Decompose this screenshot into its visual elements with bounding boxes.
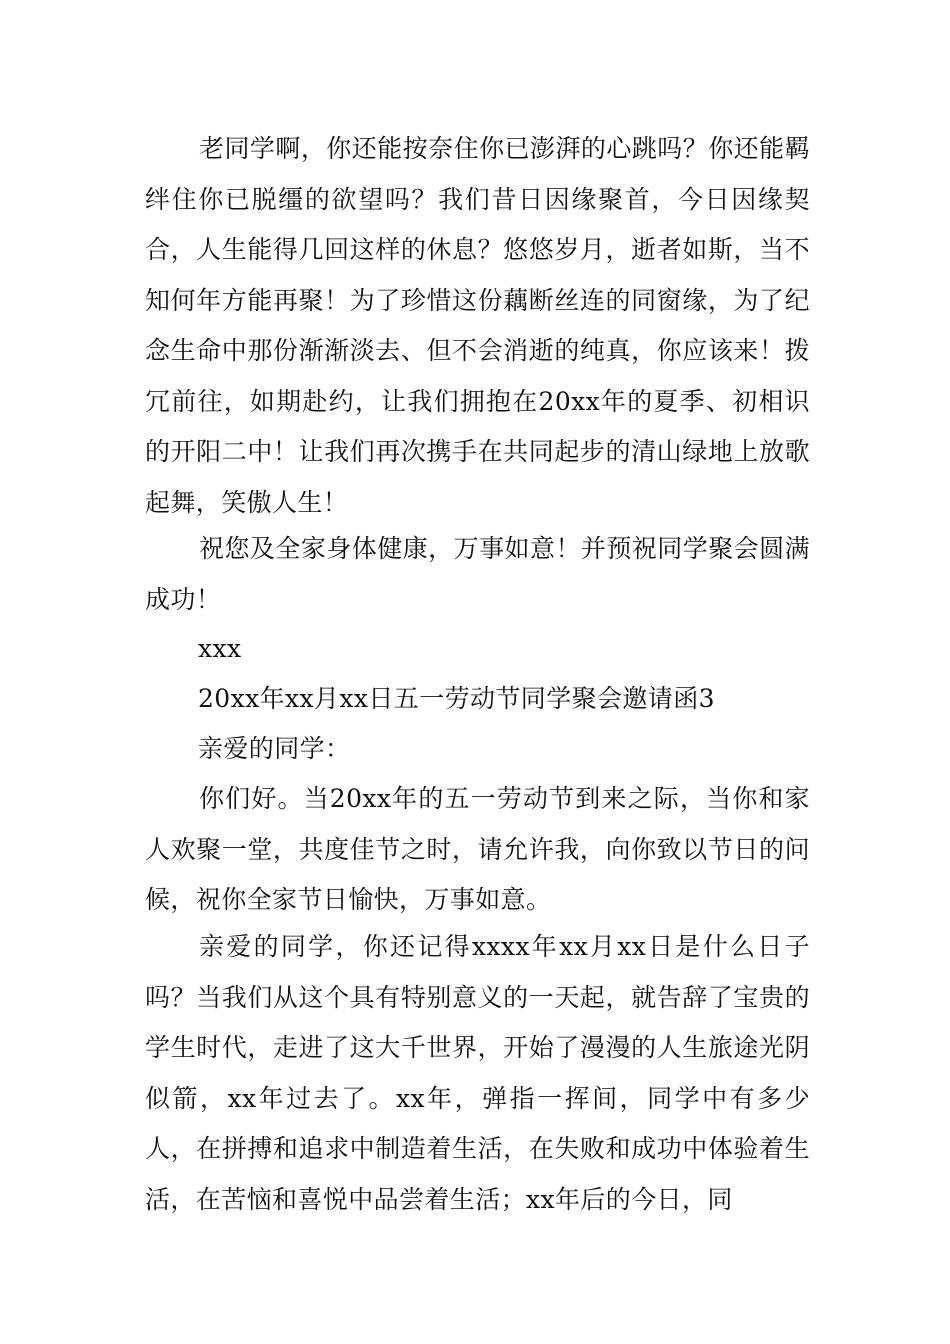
salutation: 亲爱的同学： [198,734,351,763]
paragraph-blessing: 祝您及全家身体健康，万事如意！并预祝同学聚会圆满成功！ [145,534,810,614]
paragraph-greeting: 你们好。当20xx年的五一劳动节到来之际，当你和家人欢聚一堂，共度佳节之时，请允许我，向你致以节日的问候，祝你全家节日愉快，万事如意。 [145,784,810,914]
paragraph-memory: 亲爱的同学，你还记得xxxx年xx月xx日是什么日子吗？当我们从这个具有特别意义的一天起，就告辞了宝贵的学生时代，走进了这大千世界，开始了漫漫的人生旅途光阴似箭，xx年过去了。xx年，弹指一挥间，同学中有多少人，在拼搏和追求中制造着生活，在失败和成功中体验着生活，在苦恼和喜悦中品尝着生活；xx年后的今日，同 [145,932,810,1214]
paragraph-classmates-call: 老同学啊，你还能按奈住你已澎湃的心跳吗？你还能羁绊住你已脱缰的欲望吗？我们昔日因缘聚首，今日因缘契合，人生能得几回这样的休息？悠悠岁月，逝者如斯，当不知何年方能再聚！为了珍惜这份藕断丝连的同窗缘，为了纪念生命中那份渐渐淡去、但不会消逝的纯真，你应该来！拨冗前往，如期赴约，让我们拥抱在20xx年的夏季、初相识的开阳二中！让我们再次携手在共同起步的清山绿地上放歌起舞，笑傲人生！ [145,134,810,517]
section-title: 20xx年xx月xx日五一劳动节同学聚会邀请函3 [198,684,715,713]
signature: xxx [198,634,242,663]
